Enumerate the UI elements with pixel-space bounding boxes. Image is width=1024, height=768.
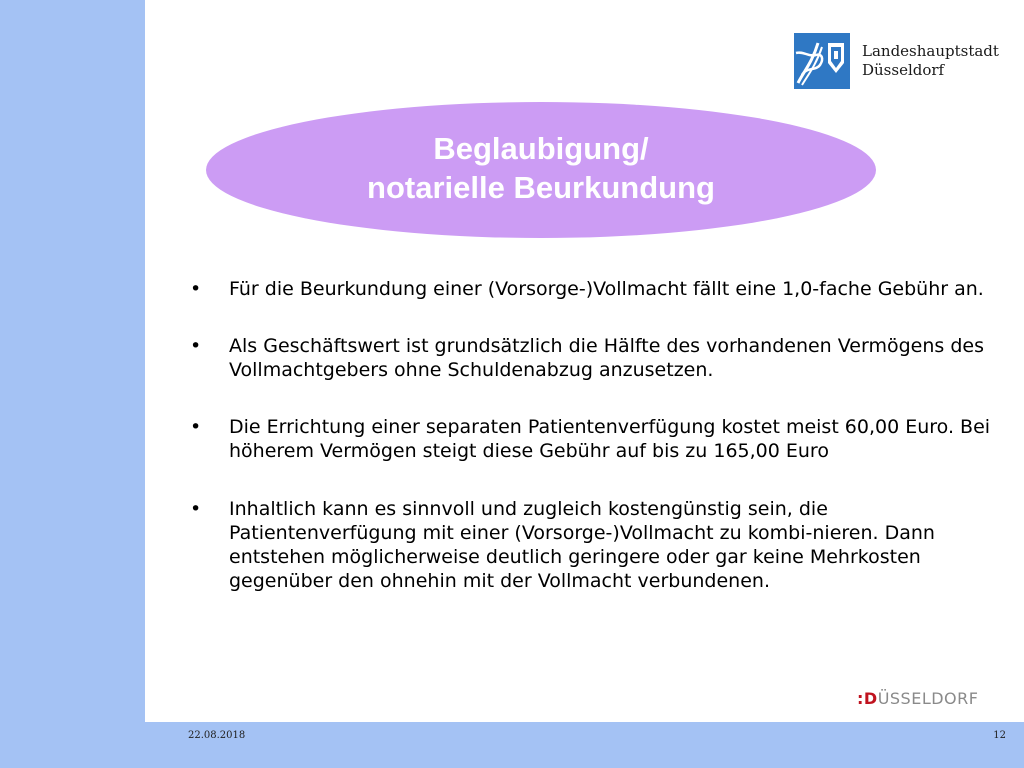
bullet-item [190, 277, 1002, 301]
footer-page-number: 12 [993, 730, 1006, 741]
brand-mark: :D [857, 689, 878, 708]
duesseldorf-brand-logo [857, 689, 978, 708]
city-coat-of-arms-icon [794, 33, 850, 89]
title-line-1: Beglaubigung/ [433, 131, 649, 166]
bullet-item [190, 497, 1002, 593]
bullet-text: Inhaltlich kann es sinnvoll und zugleich kostengünstig sein, die Patientenverfügung mit einer (Vorsorge-)Vollmacht zu kombi-nieren. Dann entstehen möglicherweise deutlich geringere oder gar keine Mehrkosten gegenüber den ohnehin mit der Vollmacht verbundenen. [229, 498, 935, 592]
bullet-dot-icon: • [190, 278, 202, 300]
city-logo-text [862, 42, 999, 80]
logo-line-1: Landeshauptstadt [862, 42, 999, 60]
bullet-item [190, 334, 1002, 382]
slide-title [206, 129, 876, 207]
bullet-text: Für die Beurkundung einer (Vorsorge-)Vollmacht fällt eine 1,0-fache Gebühr an. [229, 278, 984, 300]
title-line-2: notarielle Beurkundung [367, 170, 715, 205]
bullet-dot-icon: • [190, 498, 202, 520]
bullet-item [190, 415, 1002, 463]
bullet-text: Als Geschäftswert ist grundsätzlich die Hälfte des vorhandenen Vermögens des Vollmachtgebers ohne Schuldenabzug anzusetzen. [229, 335, 984, 381]
logo-line-2: Düsseldorf [862, 61, 945, 79]
bullet-dot-icon: • [190, 335, 202, 357]
bullet-text: Die Errichtung einer separaten Patientenverfügung kostet meist 60,00 Euro. Bei höherem Vermögen steigt diese Gebühr auf bis zu 165,00 Euro [229, 416, 991, 462]
bullet-list [190, 277, 1002, 593]
brand-rest: ÜSSELDORF [877, 689, 979, 708]
city-logo [794, 33, 999, 89]
bottom-bar [0, 722, 1024, 768]
bullet-dot-icon: • [190, 416, 202, 438]
left-side-bar [0, 0, 145, 768]
footer-date: 22.08.2018 [188, 730, 246, 741]
